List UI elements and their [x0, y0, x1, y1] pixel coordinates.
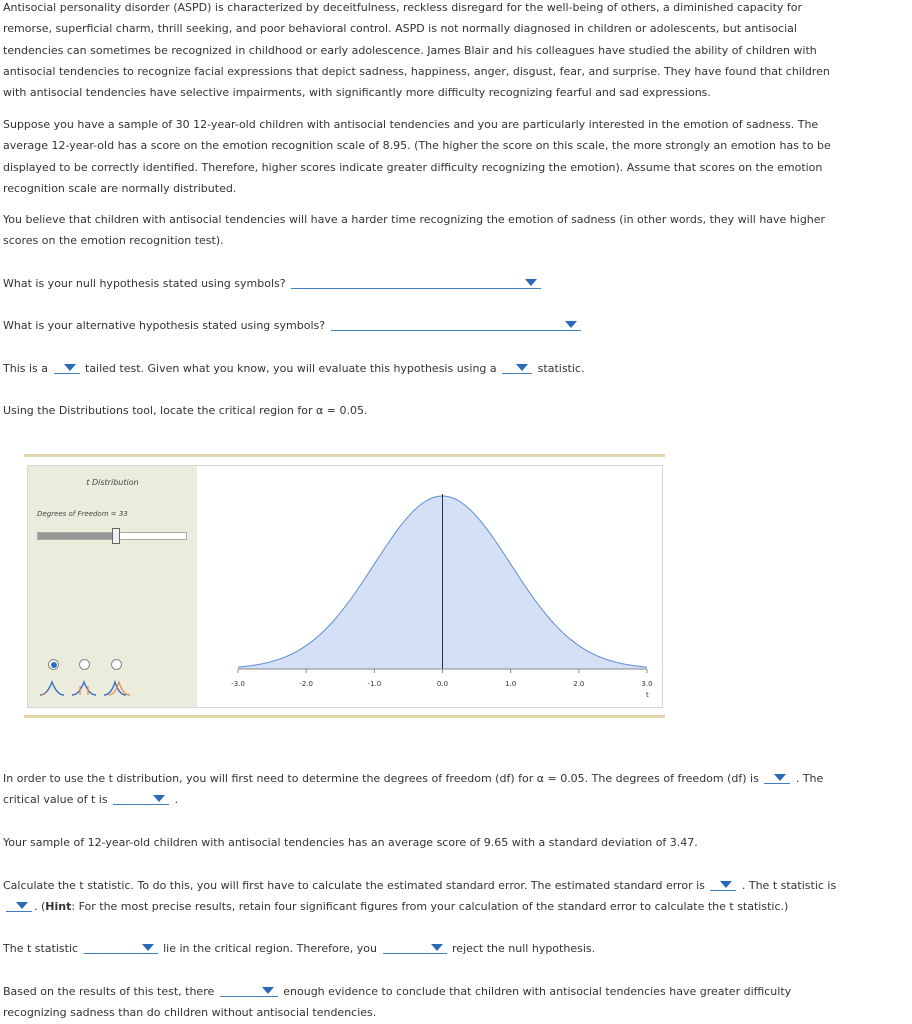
tail-question	[3, 358, 908, 379]
df-slider-thumb[interactable]	[112, 528, 120, 544]
intro-line: with antisocial tendencies have selective impairments, with significantly more difficulty recognizing fearful and sad expressions.	[3, 86, 711, 100]
df-label: Degrees of Freedom = 33	[37, 510, 128, 518]
belief-line: You believe that children with antisocial tendencies will have a harder time recognizing the emotion of sadness (in other words, they will have higher	[3, 213, 826, 226]
belief-line: scores on the emotion recognition test).	[3, 234, 224, 248]
x-tick-label: -1.0	[367, 680, 382, 688]
df-question	[3, 768, 908, 811]
tool-bottom-border	[24, 715, 665, 718]
x-tick-label: -2.0	[299, 680, 313, 688]
intro-line: antisocial tendencies to recognize facial expressions that depict sadness, happiness, anger, disgust, fear, and surprise. They have found that children	[3, 64, 830, 78]
standard-error-question	[3, 875, 908, 918]
sample-text: Your sample of 12-year-old children with antisocial tendencies has an average score of 9.65 with a standard deviation of 3.47.	[3, 836, 698, 849]
distributions-tool	[27, 465, 663, 708]
statistic-dropdown[interactable]	[502, 361, 532, 374]
chevron-down-icon	[16, 902, 28, 909]
locate-instruction	[3, 400, 908, 421]
hint-text: : For the most precise results, retain four significant figures from your calculation of the standard error to calculate the t statistic.)	[71, 900, 789, 914]
conclude-text-after: enough evidence to conclude that children with antisocial tendencies have greater difficulty	[283, 985, 792, 998]
alt-hypothesis-dropdown[interactable]	[331, 318, 581, 331]
alt-hypothesis-question	[3, 315, 908, 336]
chevron-down-icon	[516, 364, 528, 371]
critical-region-question	[3, 938, 908, 959]
belief-paragraph	[3, 209, 908, 252]
tail-text-middle: tailed test. Given what you know, you will evaluate this hypothesis using a	[85, 362, 497, 375]
conclude-line-2: recognizing sadness than do children without antisocial tendencies.	[3, 1006, 377, 1020]
se-text-before: Calculate the t statistic. To do this, you will first have to calculate the estimated standard error. The estimated standard error is	[3, 879, 705, 892]
intro-line: Antisocial personality disorder (ASPD) is characterized by deceitfulness, reckless disregard for the well-being of others, a diminished capacity for	[3, 1, 803, 14]
evidence-dropdown[interactable]	[220, 984, 278, 997]
alt-hypothesis-label: What is your alternative hypothesis stated using symbols?	[3, 319, 326, 332]
critical-value-after: .	[174, 793, 179, 807]
df-slider-fill	[38, 533, 115, 539]
hint-label: Hint	[45, 900, 72, 914]
critical-region-dropdown[interactable]	[84, 941, 158, 954]
x-axis-label: t	[646, 691, 649, 699]
intro-line: remorse, superficial charm, thrill seeking, and poor behavioral control. ASPD is not normally diagnosed in children or adolescents, but antisocial	[3, 22, 797, 36]
t-distribution-plot[interactable]	[197, 466, 662, 707]
chevron-down-icon	[774, 774, 786, 781]
tail-text-before: This is a	[3, 362, 48, 375]
scenario-line: displayed to be correctly identified. Therefore, higher scores indicate greater difficulty recognizing the emotion). Assume that scores on the emotion	[3, 160, 823, 174]
df-dropdown[interactable]	[764, 771, 790, 784]
two-tail-icon	[71, 679, 97, 697]
scenario-line: Suppose you have a sample of 30 12-year-old children with antisocial tendencies and you are particularly interested in the emotion of sadness. The	[3, 118, 819, 131]
scenario-paragraph	[3, 114, 908, 199]
df-text-before: In order to use the t distribution, you will first need to determine the degrees of freedom (df) for α = 0.05. The degrees of freedom (df) is	[3, 772, 759, 785]
chevron-down-icon	[262, 987, 274, 994]
standard-error-dropdown[interactable]	[710, 878, 736, 891]
one-tail-right-icon	[103, 679, 131, 697]
null-hypothesis-dropdown[interactable]	[291, 276, 541, 289]
x-tick-label: 0.0	[436, 680, 449, 688]
null-hypothesis-label: What is your null hypothesis stated using symbols?	[3, 277, 286, 290]
chevron-down-icon	[565, 321, 577, 328]
intro-line: tendencies can sometimes be recognized in childhood or early adolescence. James Blair and his colleagues have studied the ability of children with	[3, 43, 817, 57]
chevron-down-icon	[153, 795, 165, 802]
reject-dropdown[interactable]	[383, 941, 447, 954]
chevron-down-icon	[64, 364, 76, 371]
region-text-middle: lie in the critical region. Therefore, you	[163, 942, 378, 955]
locate-text: Using the Distributions tool, locate the critical region for α = 0.05.	[3, 404, 368, 417]
sample-paragraph	[3, 832, 908, 853]
critical-value-text: critical value of t is	[3, 793, 108, 807]
one-tail-right-radio[interactable]	[111, 659, 122, 670]
chevron-down-icon	[142, 944, 154, 951]
scenario-line: average 12-year-old has a score on the emotion recognition scale of 8.95. (The higher the score on this scale, the more strongly an emotion has to be	[3, 139, 831, 153]
hint-prefix: . (	[34, 900, 46, 914]
chevron-down-icon	[525, 279, 537, 286]
x-tick-label: 3.0	[641, 680, 653, 688]
se-text-after: . The t statistic is	[741, 879, 837, 892]
scenario-line: recognition scale are normally distributed.	[3, 181, 237, 195]
t-statistic-dropdown[interactable]	[6, 899, 32, 912]
tool-control-panel	[28, 466, 197, 707]
tool-title: t Distribution	[86, 478, 139, 487]
chevron-down-icon	[720, 881, 732, 888]
tool-top-border	[24, 454, 665, 457]
x-tick-label: -3.0	[231, 680, 245, 688]
tail-dropdown[interactable]	[54, 361, 80, 374]
chevron-down-icon	[431, 944, 443, 951]
region-text-before: The t statistic	[3, 942, 79, 955]
intro-paragraph	[3, 0, 908, 103]
region-text-after: reject the null hypothesis.	[452, 942, 596, 955]
x-tick-label: 1.0	[505, 680, 517, 688]
one-tail-left-icon	[39, 679, 65, 697]
tail-text-after: statistic.	[537, 362, 585, 375]
df-slider[interactable]	[37, 532, 187, 540]
df-text-after: . The	[795, 772, 824, 785]
conclude-text-before: Based on the results of this test, there	[3, 985, 215, 998]
null-hypothesis-question	[3, 273, 908, 294]
two-tail-radio[interactable]	[79, 659, 90, 670]
conclusion-question	[3, 981, 908, 1024]
one-tail-left-radio[interactable]	[48, 659, 59, 670]
critical-value-dropdown[interactable]	[113, 792, 169, 805]
x-tick-label: 2.0	[573, 680, 585, 688]
